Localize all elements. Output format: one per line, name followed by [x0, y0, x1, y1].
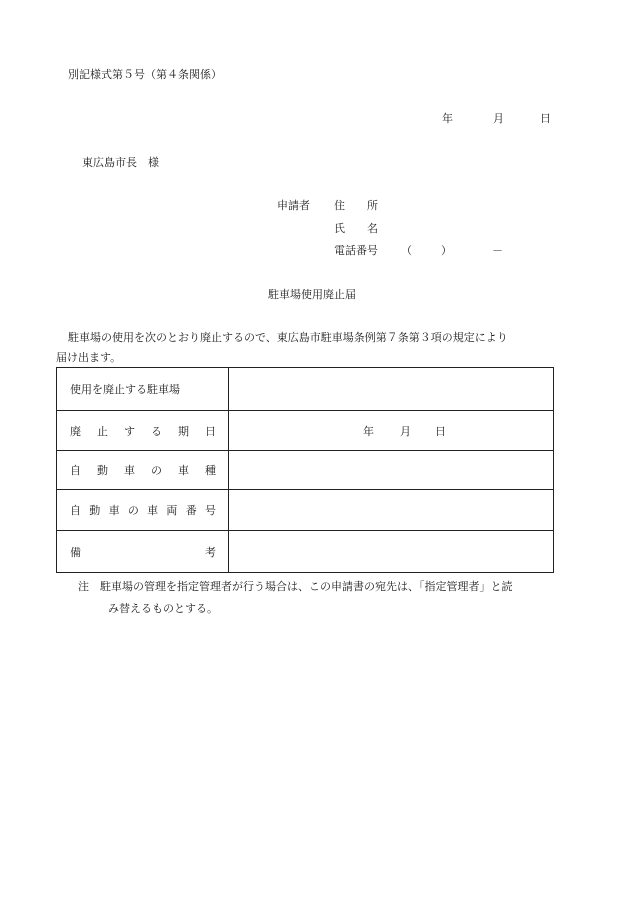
- row-value-plate-number[interactable]: [229, 490, 554, 531]
- row-value-remarks[interactable]: [229, 531, 554, 573]
- table-row-remarks: [57, 531, 554, 573]
- date-month-label: 月: [493, 112, 504, 125]
- row-label-parking: [57, 368, 229, 411]
- table-row-plate-number: [57, 490, 554, 531]
- phone-dash: －: [492, 244, 503, 257]
- applicant-label: 申請者: [277, 199, 310, 212]
- row-label-remarks-text: 備考: [70, 545, 216, 559]
- row-value-vehicle-type[interactable]: [229, 451, 554, 490]
- row-label-date-text: 廃止する期日: [70, 424, 216, 438]
- body-text-line-2: 届け出ます。: [56, 351, 122, 364]
- cell-date-day: 日: [435, 424, 446, 438]
- cell-date-year: 年: [363, 424, 374, 438]
- row-label-vehicle-type-text: 自動車の車種: [70, 464, 216, 477]
- date-year-label: 年: [442, 112, 453, 125]
- address-label: 住所: [334, 199, 400, 212]
- table-row-parking: [57, 368, 554, 411]
- note-line-2: み替えるものとする。: [108, 602, 218, 615]
- form-table: [56, 367, 554, 573]
- row-label-parking-text: 使用を廃止する駐車場: [70, 383, 180, 396]
- document-title: 駐車場使用廃止届: [268, 288, 356, 301]
- body-text-line-1: 駐車場の使用を次のとおり廃止するので、東広島市駐車場条例第７条第３項の規定により: [68, 331, 508, 344]
- cell-date-month: 月: [400, 424, 411, 438]
- note-line-1: 注 駐車場の管理を指定管理者が行う場合は、この申請書の宛先は、「指定管理者」と読: [78, 580, 513, 593]
- addressee: 東広島市長 様: [82, 156, 159, 169]
- name-label: 氏名: [334, 222, 400, 235]
- form-number-label: 別記様式第５号（第４条関係）: [68, 68, 222, 81]
- row-label-date: [57, 411, 229, 451]
- row-value-date[interactable]: [229, 411, 554, 451]
- row-label-plate-number-text: 自動車の車両番号: [70, 504, 216, 517]
- phone-open-paren: （: [401, 244, 412, 257]
- phone-close-paren: ）: [441, 244, 452, 257]
- phone-label: 電話番号: [334, 244, 378, 257]
- table-row-date: [57, 411, 554, 451]
- row-label-vehicle-type: [57, 451, 229, 490]
- row-label-remarks: [57, 531, 229, 573]
- row-value-parking[interactable]: [229, 368, 554, 411]
- table-row-vehicle-type: [57, 451, 554, 490]
- row-label-plate-number: [57, 490, 229, 531]
- date-day-label: 日: [540, 112, 551, 125]
